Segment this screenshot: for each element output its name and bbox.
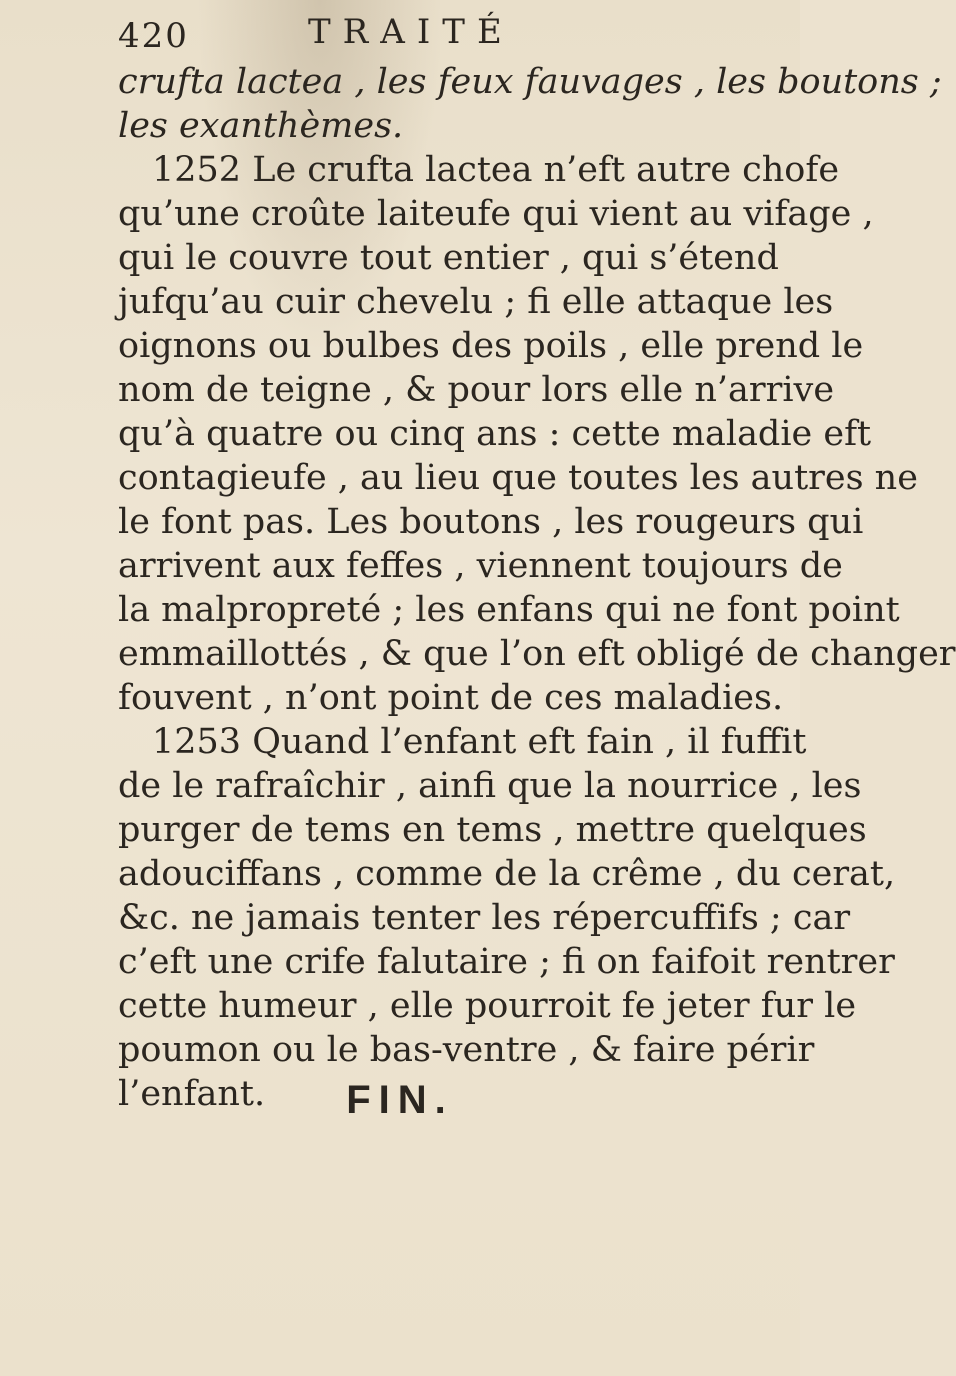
text-line: cette humeur , elle pourroit fe jeter fur le (118, 986, 857, 1026)
text-line: qu’une croûte laiteufe qui vient au vifage , (118, 194, 874, 234)
text-line: nom de teigne , & pour lors elle n’arrive (118, 370, 835, 410)
page-header (118, 12, 760, 56)
text-line: purger de tems en tems , mettre quelques (118, 810, 867, 850)
text-line: qu’à quatre ou cinq ans : cette maladie eft (118, 414, 872, 454)
text-line: l’enfant. (118, 1074, 266, 1114)
body-text (118, 60, 956, 1116)
running-title: TRAITÉ (308, 12, 514, 52)
closing-fin: FIN. (346, 1078, 454, 1122)
text-line: oignons ou bulbes des poils , elle prend le (118, 326, 864, 366)
text-line: c’eft une crife falutaire ; fi on faifoit rentrer (118, 942, 895, 982)
text-line: fouvent , n’ont point de ces maladies. (118, 678, 784, 718)
text-line: la malpropreté ; les enfans qui ne font point (118, 590, 900, 630)
text-line: crufta lactea , les feux fauvages , les boutons ; (118, 62, 942, 102)
text-line: de le rafraîchir , ainfi que la nourrice , les (118, 766, 862, 806)
text-line: adouciffans , comme de la crême , du cerat, (118, 854, 896, 894)
text-line: poumon ou le bas-ventre , & faire périr (118, 1030, 815, 1070)
text-line: &c. ne jamais tenter les répercuffifs ; car (118, 898, 851, 938)
page-number: 420 (118, 16, 189, 56)
text-line: jufqu’au cuir chevelu ; fi elle attaque les (118, 282, 834, 322)
paragraph-1252-start: 1252 Le crufta lactea n’eft autre chofe (152, 150, 840, 190)
text-line: les exanthèmes. (118, 106, 404, 146)
text-line: emmaillottés , & que l’on eft obligé de changer (118, 634, 956, 674)
text-line: arrivent aux feffes , viennent toujours de (118, 546, 843, 586)
paragraph-1253-start: 1253 Quand l’enfant eft fain , il fuffit (152, 722, 807, 762)
text-line: qui le couvre tout entier , qui s’étend (118, 238, 779, 278)
text-line: le font pas. Les boutons , les rougeurs qui (118, 502, 864, 542)
text-line: contagieufe , au lieu que toutes les autres ne (118, 458, 918, 498)
